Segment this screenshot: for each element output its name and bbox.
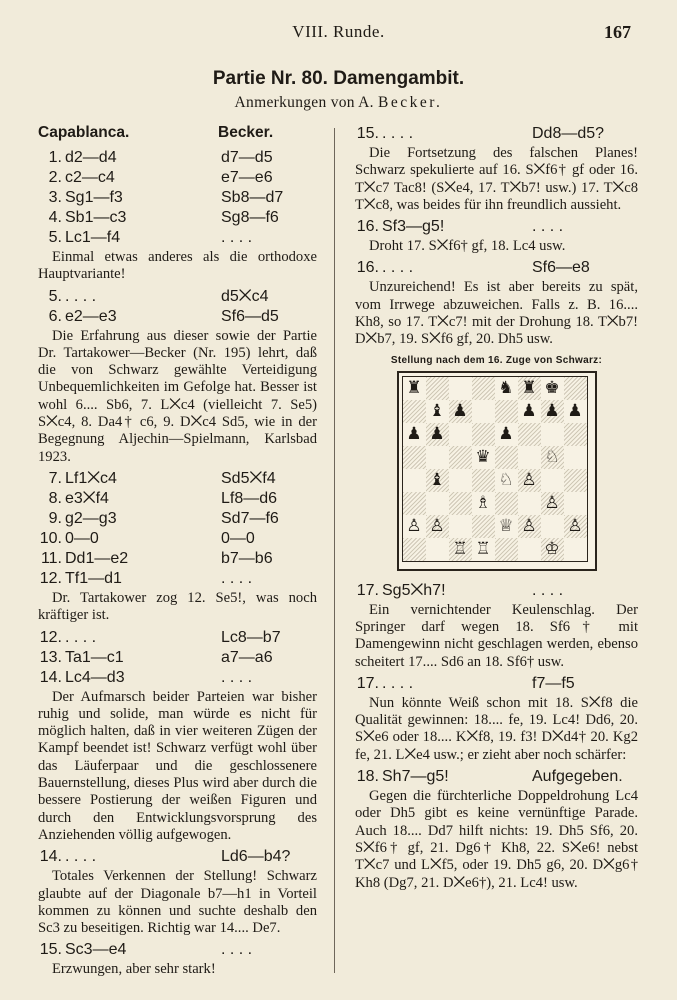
move-row: [38, 489, 317, 509]
board-square: ♟: [426, 423, 449, 446]
board-square: [518, 492, 541, 515]
board-square: ♘: [498, 469, 514, 490]
move-row: [38, 208, 317, 228]
board-square: [426, 377, 449, 400]
move-row: [38, 529, 317, 549]
black-move: Aufgegeben.: [532, 768, 623, 786]
move-number: 17.: [356, 581, 379, 599]
board-square: ♙: [406, 515, 422, 536]
move-row: [355, 674, 638, 694]
board-square: [426, 492, 449, 515]
annotator-line: [0, 94, 677, 112]
black-move: d5⨉c4: [221, 287, 269, 305]
move-row: [38, 847, 317, 867]
board-square: [449, 492, 472, 515]
white-move: Sf3—g5!: [382, 218, 445, 236]
board-square: ♟: [521, 400, 537, 421]
black-move: Sf6—d5: [221, 307, 279, 325]
move-row: [38, 940, 317, 960]
move-row: [38, 668, 317, 688]
annotation-paragraph: Die Erfahrung aus dieser sowie der Partie Dr. Tartakower—Becker (Nr. 195) lehrt, daß die von Schwarz gewählte Verteidigung Unbequemlichkeiten im Gefolge hat. Besser ist wohl 6.... Sb6, 7. L⨉c4 (vielleicht 7. Se5) S⨉c4, 8. Da4† c6, 9. D⨉c4 Sd5, wie in der Begegnung Aljechin—Spielmann, Karlsbad 1923.: [38, 327, 317, 465]
black-move: e7—e6: [221, 169, 273, 186]
board-square: [449, 515, 472, 538]
move-row: [355, 767, 638, 787]
black-move: Sf6—e8: [532, 259, 590, 277]
annotator-prefix: Anmerkungen von A.: [234, 94, 379, 111]
black-move: Sb8—d7: [221, 189, 284, 206]
board-square: ♟: [567, 400, 583, 421]
move-row: [38, 168, 317, 188]
annotation-paragraph: Nun könnte Weiß schon mit 18. S⨉f8 die Qualität gewinnen: 18.... fe, 19. Lc4! Dd6, 20. S⨉e6 oder 18.... K⨉f8, 19. f3! D⨉d4† 20. Kg2 fe, 21. L⨉e4 usw.; er zieht aber noch schärfer:: [355, 694, 638, 763]
board-square: [449, 423, 472, 446]
annotation-paragraph: Droht 17. S⨉f6† gf, 18. Lc4 usw.: [369, 238, 566, 255]
move-number: 4.: [48, 209, 62, 226]
board-square: [403, 400, 426, 423]
move-row: [38, 188, 317, 208]
board-square: [403, 492, 426, 515]
black-move: d7—d5: [221, 149, 273, 166]
move-row: [38, 628, 317, 648]
black-move: a7—a6: [221, 648, 273, 666]
board-square: [426, 446, 449, 469]
white-move: . . . .: [382, 674, 414, 692]
board-square: [518, 446, 541, 469]
move-row: [355, 258, 638, 278]
move-number: 16.: [356, 218, 379, 236]
black-move: . . . .: [221, 668, 253, 686]
white-move: Lc1—f4: [65, 229, 121, 246]
board-square: [518, 538, 541, 561]
move-row: [38, 287, 317, 307]
annotation-paragraph: Der Aufmarsch beider Parteien war bisher ruhig und solide, man würde es nicht für möglich halten, daß in vier weiteren Zügen der Kampf beendet ist! Schwarz verfügt wohl über das Läuferpaar und die geschlossenere Bauernstellung, dieses Plus wird aber durch die bessere Postierung der weißen Figuren und durch den Entwicklungsvorsprung des Anziehenden völlig aufgewogen.: [38, 688, 317, 843]
move-number: 12.: [39, 569, 62, 587]
board-square: ♙: [426, 515, 449, 538]
board-square: [495, 492, 518, 515]
move-row: [38, 648, 317, 668]
white-move: Sg5⨉h7!: [382, 581, 446, 599]
left-game-text: [38, 148, 317, 979]
white-move: d2—d4: [65, 149, 117, 166]
page-number: 167: [604, 22, 631, 42]
white-move: Sg1—f3: [65, 189, 123, 206]
move-number: 17.: [356, 674, 379, 692]
black-move: f7—f5: [532, 674, 575, 692]
board-square: [472, 377, 495, 400]
annotation-paragraph: Totales Verkennen der Stellung! Schwarz glaubte auf der Diagonale b7—h1 in Vorteil kommen zu können und suchte deshalb den Sc3 zu beseitigen. Richtig war 14.... De7.: [38, 868, 317, 937]
white-move: . . . .: [382, 125, 414, 142]
column-divider: [334, 128, 335, 973]
move-number: 5.: [48, 229, 62, 246]
black-move: Lc8—b7: [221, 628, 281, 646]
board-square: [541, 423, 564, 446]
board-square: ♕: [498, 515, 514, 536]
board-square: [449, 377, 472, 400]
move-row: [355, 217, 638, 237]
move-number: 3.: [48, 189, 62, 206]
move-number: 8.: [48, 489, 62, 507]
board-square: ♙: [541, 492, 564, 515]
white-move: . . . .: [382, 259, 414, 277]
board-square: ♚: [544, 377, 560, 398]
white-move: Tf1—d1: [65, 569, 122, 587]
chess-diagram: [397, 371, 597, 571]
board-square: ♟: [541, 400, 564, 423]
move-number: 11.: [40, 549, 62, 567]
white-move: Dd1—e2: [65, 549, 129, 567]
board-square: [495, 538, 518, 561]
board-square: ♖: [449, 538, 472, 561]
move-number: 12.: [39, 628, 62, 646]
board-square: ♞: [498, 377, 514, 398]
white-move: . . . .: [65, 628, 97, 646]
board-square: ♙: [518, 515, 541, 538]
white-move: c2—c4: [65, 169, 115, 186]
annotator-name: Becker.: [378, 94, 443, 111]
white-move: e3⨉f4: [65, 489, 109, 507]
black-move: 0—0: [221, 529, 255, 547]
board-square: ♖: [475, 538, 491, 559]
board-square: [495, 400, 518, 423]
annotation-paragraph: Die Fortsetzung des falschen Planes! Schwarz spekulierte auf 16. S⨉f6† gf oder 16. T⨉c7 Tac8! (S⨉e4, 17. T⨉b7! usw.) 17. T⨉c8 T⨉c8, was beides für ihn freundlich aussieht.: [355, 145, 638, 213]
move-row: [355, 581, 638, 601]
black-move: . . . .: [532, 581, 564, 599]
chess-board: [402, 376, 588, 562]
right-game-text-top: [355, 124, 638, 349]
board-square: [472, 515, 495, 538]
move-number: 15.: [39, 941, 62, 959]
move-row: [38, 148, 317, 168]
white-move: Ta1—c1: [65, 648, 124, 666]
board-square: [564, 538, 587, 561]
board-square: ♝: [429, 400, 445, 421]
right-column: [355, 124, 638, 895]
move-number: 14.: [39, 848, 62, 866]
annotation-paragraph: Gegen die fürchterliche Doppeldrohung Lc4 oder Dh5 gibt es keine vernünftige Parade. Auch 18.... Dd7 hilft nichts: 19. Dh5 Sf6, 20. S⨉f6† gf, 21. Dg6† Kh8, 22. S⨉e6! nebst T⨉c7 und L⨉f5, oder 19. Dh5 g6, 20. D⨉g6† Kh8 (Dg7, 21. D⨉e6†), 21. Lc4! usw.: [355, 788, 638, 891]
move-number: 5.: [48, 287, 62, 305]
move-number: 10.: [39, 529, 62, 547]
move-row: [38, 569, 317, 589]
board-square: [518, 423, 541, 446]
white-move: Lf1⨉c4: [65, 469, 117, 487]
board-square: [564, 469, 587, 492]
black-move: . . . .: [221, 229, 253, 246]
white-move: e2—e3: [65, 307, 117, 325]
board-square: ♔: [541, 538, 564, 561]
black-move: b7—b6: [221, 549, 273, 567]
board-square: ♜: [518, 377, 541, 400]
move-number: 13.: [39, 648, 62, 666]
board-square: ♝: [426, 469, 449, 492]
move-number: 14.: [39, 668, 62, 686]
left-column: [38, 124, 317, 982]
right-game-text-bottom: [355, 581, 638, 892]
board-square: [495, 446, 518, 469]
black-move: . . . .: [221, 569, 253, 587]
move-number: 9.: [48, 509, 62, 527]
white-move: . . . .: [65, 848, 97, 866]
move-number: 1.: [48, 149, 62, 166]
move-number: 15.: [356, 125, 379, 142]
white-move: Sc3—e4: [65, 941, 127, 959]
board-square: ♘: [541, 446, 564, 469]
black-move: . . . .: [532, 218, 564, 236]
move-number: 18.: [356, 768, 379, 786]
black-move: Lf8—d6: [221, 489, 278, 507]
move-number: 2.: [48, 169, 62, 186]
black-move: Sg8—f6: [221, 209, 279, 226]
black-player: Becker.: [218, 124, 274, 141]
board-square: [564, 446, 587, 469]
annotation-paragraph: Ein vernichtender Keulenschlag. Der Springer darf wegen 18. Sf6† mit Damengewinn nicht geschlagen werden, ebenso scheitert 17.... Sd6 an 18. Sf6† usw.: [355, 601, 638, 670]
black-move: Dd8—d5?: [532, 125, 605, 142]
board-square: [472, 469, 495, 492]
white-move: Sb1—c3: [65, 209, 127, 226]
board-square: [403, 446, 426, 469]
white-move: . . . .: [65, 287, 97, 305]
board-square: [449, 469, 472, 492]
board-square: [541, 515, 564, 538]
annotation-paragraph: Unzureichend! Es ist aber bereits zu spät, vom Irrwege abzuweichen. Falls z. B. 16.... Kh8, so 17. T⨉c7! mit der Drohung 18. T⨉b7! D⨉b7, 19. S⨉f6 gf, 20. Dh5 usw.: [355, 279, 638, 348]
board-square: [564, 492, 587, 515]
player-names: [38, 124, 317, 146]
black-move: Sd7—f6: [221, 509, 279, 527]
move-row: [38, 509, 317, 529]
board-square: ♛: [475, 446, 491, 467]
board-square: ♙: [564, 515, 587, 538]
board-square: ♟: [498, 423, 514, 444]
board-square: [426, 538, 449, 561]
board-square: ♗: [475, 492, 491, 513]
board-square: [472, 400, 495, 423]
move-number: 6.: [48, 307, 62, 325]
board-square: ♟: [406, 423, 422, 444]
move-row: [38, 307, 317, 327]
board-square: ♙: [518, 469, 541, 492]
white-player: Capablanca.: [38, 124, 130, 141]
move-row: [355, 124, 638, 144]
board-square: [541, 469, 564, 492]
black-move: . . . .: [221, 941, 253, 959]
round-header: VIII. Runde.: [292, 22, 385, 41]
board-square: ♜: [406, 377, 422, 398]
board-square: [564, 423, 587, 446]
annotation-paragraph: Erzwungen, aber sehr stark!: [52, 961, 216, 978]
board-square: ♟: [449, 400, 472, 423]
white-move: Lc4—d3: [65, 668, 125, 686]
black-move: Ld6—b4?: [221, 848, 291, 866]
move-number: 16.: [356, 259, 379, 277]
game-title: Partie Nr. 80. Damengambit.: [212, 68, 465, 89]
move-row: [38, 549, 317, 569]
board-square: [472, 423, 495, 446]
black-move: Sd5⨉f4: [221, 469, 276, 487]
move-row: [38, 228, 317, 248]
white-move: Sh7—g5!: [382, 768, 449, 786]
move-row: [38, 469, 317, 489]
move-number: 7.: [48, 469, 62, 487]
diagram-caption: Stellung nach dem 16. Zuge von Schwarz:: [390, 354, 603, 366]
annotation-paragraph: Einmal etwas anderes als die orthodoxe Hauptvariante!: [38, 249, 317, 283]
board-square: [449, 446, 472, 469]
board-square: [564, 377, 587, 400]
annotation-paragraph: Dr. Tartakower zog 12. Se5!, was noch kräftiger ist.: [38, 589, 317, 624]
board-square: [403, 538, 426, 561]
white-move: g2—g3: [65, 509, 117, 527]
white-move: 0—0: [65, 529, 99, 547]
board-square: [403, 469, 426, 492]
